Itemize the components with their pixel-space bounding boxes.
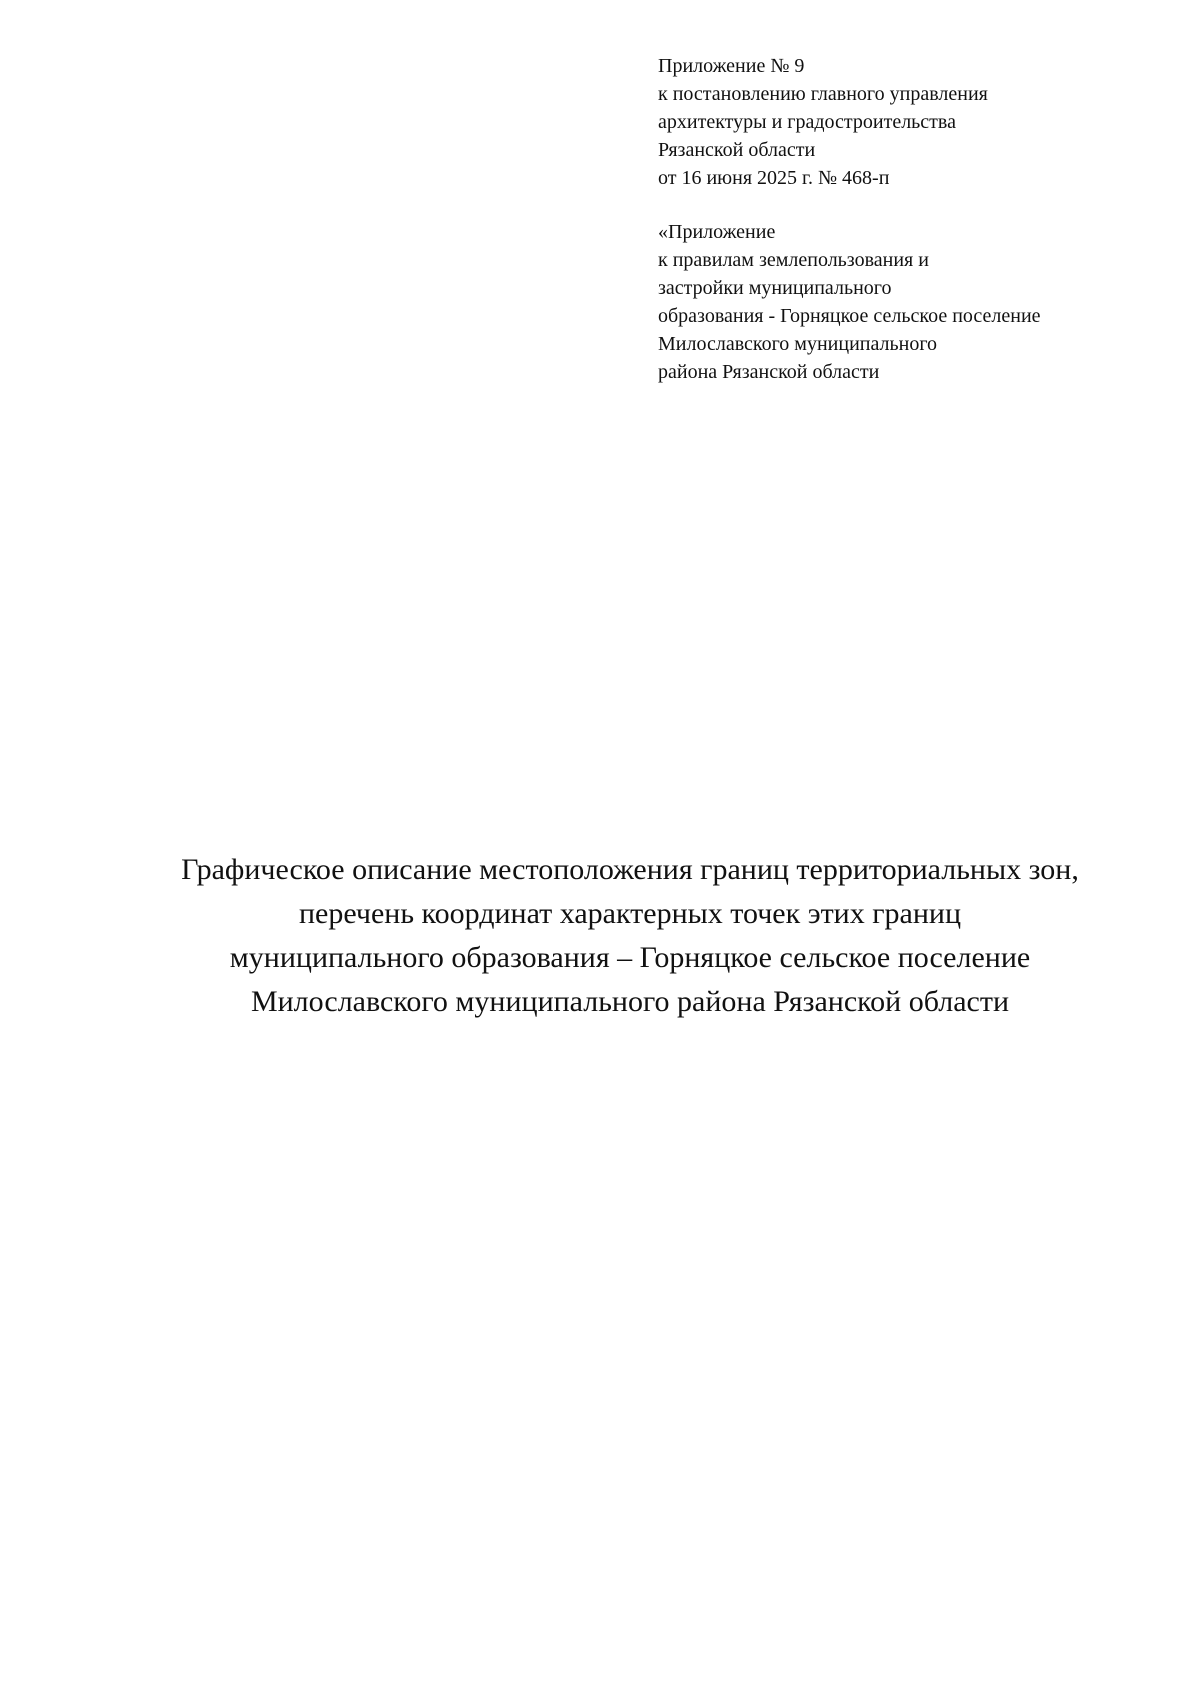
document-title <box>100 848 1160 1024</box>
decree-reference <box>658 52 1178 192</box>
rules-line: района Рязанской области <box>658 361 880 383</box>
rules-reference <box>658 218 1178 386</box>
decree-date-number: от 16 июня 2025 г. № 468-п <box>658 167 890 189</box>
rules-line: «Приложение <box>658 221 776 243</box>
rules-line: к правилам землепользования и <box>658 249 929 271</box>
decree-line: к постановлению главного управления <box>658 83 988 105</box>
title-line: муниципального образования – Горняцкое сельское поселение <box>229 941 1031 974</box>
decree-line: Рязанской области <box>658 139 816 161</box>
decree-line: архитектуры и градостроительства <box>658 111 956 133</box>
rules-line: застройки муниципального <box>658 277 892 299</box>
title-line: Милославского муниципального района Рязанской области <box>250 985 1010 1018</box>
appendix-number: Приложение № 9 <box>658 55 805 77</box>
rules-line: образования - Горняцкое сельское поселение <box>658 305 1041 327</box>
title-line: Графическое описание местоположения границ территориальных зон, <box>181 853 1079 886</box>
appendix-header <box>658 52 1178 386</box>
rules-line: Милославского муниципального <box>658 333 938 355</box>
spacer <box>658 192 1178 218</box>
title-line: перечень координат характерных точек этих границ <box>298 897 962 930</box>
